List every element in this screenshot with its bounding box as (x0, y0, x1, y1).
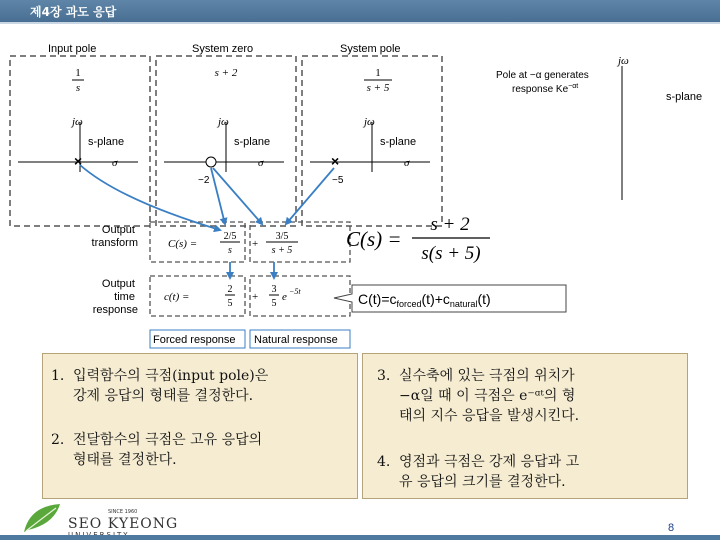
plane3-splane: s-plane (380, 136, 417, 148)
footer-bar (0, 535, 720, 540)
notes-right-box (362, 353, 688, 499)
transform-t1-den: s (228, 245, 232, 256)
plane3-jw: jω (364, 116, 375, 128)
plane2-zero-tick: −2 (198, 175, 210, 186)
time-t2-den: 5 (271, 298, 277, 309)
big-eq-lhs: C(s) = (346, 227, 402, 251)
right-note-line1: Pole at −α generates (496, 70, 589, 81)
slide-title: 제4장 과도 응답 (30, 5, 117, 19)
natural-time-box (250, 276, 350, 316)
plane3-pole-tick: −5 (332, 175, 344, 186)
transform-t2-den: s + 5 (271, 245, 293, 256)
note-4: 4. 영점과 극점은 강제 응답과 고 유 응답의 크기를 결정한다. (377, 454, 580, 490)
plane2-sigma: σ (258, 157, 264, 169)
zero-tf: s + 2 (214, 67, 238, 79)
input-tf-den: s (75, 82, 81, 94)
transform-t1-num: 2/5 (223, 231, 237, 242)
right-jw: jω (618, 55, 629, 67)
logo-since-text: SINCE 1960 (108, 509, 138, 515)
row-output-transform: Output transform (91, 224, 138, 249)
time-t1-den: 5 (227, 298, 233, 309)
plane2-jw: jω (218, 116, 229, 128)
big-eq-num: s + 2 (430, 214, 470, 235)
transform-plus: + (252, 238, 259, 250)
arrow-pole-to-natural (286, 168, 334, 224)
plane1-sigma: σ (112, 157, 118, 169)
natural-label: Natural response (254, 334, 338, 346)
row-output-time: Output time response (92, 278, 138, 316)
system-zero-title: System zero (192, 43, 254, 55)
input-tf-num: 1 (75, 67, 81, 79)
transform-t2-num: 3/5 (275, 231, 289, 242)
note-2: 2. 전달함수의 극점은 고유 응답의 형태를 결정한다. (51, 432, 263, 468)
note-1: 1. 입력함수의 극점(input pole)은 강제 응답의 형태를 결정한다. (51, 368, 269, 404)
time-plus: + (252, 291, 259, 303)
transient-response-diagram (0, 24, 720, 354)
forced-label: Forced response (153, 334, 236, 346)
time-exp-pow: −5t (289, 287, 301, 296)
plane3-sigma: σ (404, 157, 410, 169)
arrow-zero-to-forced (211, 168, 225, 224)
time-t1-num: 2 (227, 284, 233, 295)
time-t2-num: 3 (271, 284, 277, 295)
notes-left-box (42, 353, 358, 499)
pole-tf-num: 1 (375, 67, 381, 79)
plane3-pole-marker: × (331, 153, 340, 169)
plane1-pole-marker: × (74, 153, 83, 169)
note-3: 3. 실수축에 있는 극점의 위치가 −α일 때 이 극점은 e⁻ᵅᵗ의 형 태의 지수 응답을 발생시킨다. (377, 368, 580, 424)
system-pole-title: System pole (340, 43, 401, 55)
plane1-splane: s-plane (88, 136, 125, 148)
callout-text: $C(t)=c_{forced}(t)+c_{natural}(t)$ (358, 291, 491, 309)
plane2-splane: s-plane (234, 136, 271, 148)
plane1-jw: jω (72, 116, 83, 128)
transform-lhs: C(s) = (168, 238, 198, 250)
university-leaf-logo (20, 500, 64, 536)
university-name: SEO KYEONG (68, 516, 179, 532)
time-exp-base: e (282, 291, 287, 303)
natural-transform-box (250, 222, 350, 262)
right-splane: s-plane (666, 91, 703, 103)
arrow-zero-to-natural (213, 168, 262, 224)
plane2-zero-marker (206, 157, 216, 167)
time-lhs: c(t) = (164, 291, 190, 303)
big-eq-den: s(s + 5) (421, 243, 481, 264)
right-note-line2: response $Ke^{-\alpha t}$ (512, 83, 579, 95)
input-pole-title: Input pole (48, 43, 97, 55)
page-number: 8 (668, 522, 675, 534)
pole-tf-den: s + 5 (366, 82, 390, 94)
